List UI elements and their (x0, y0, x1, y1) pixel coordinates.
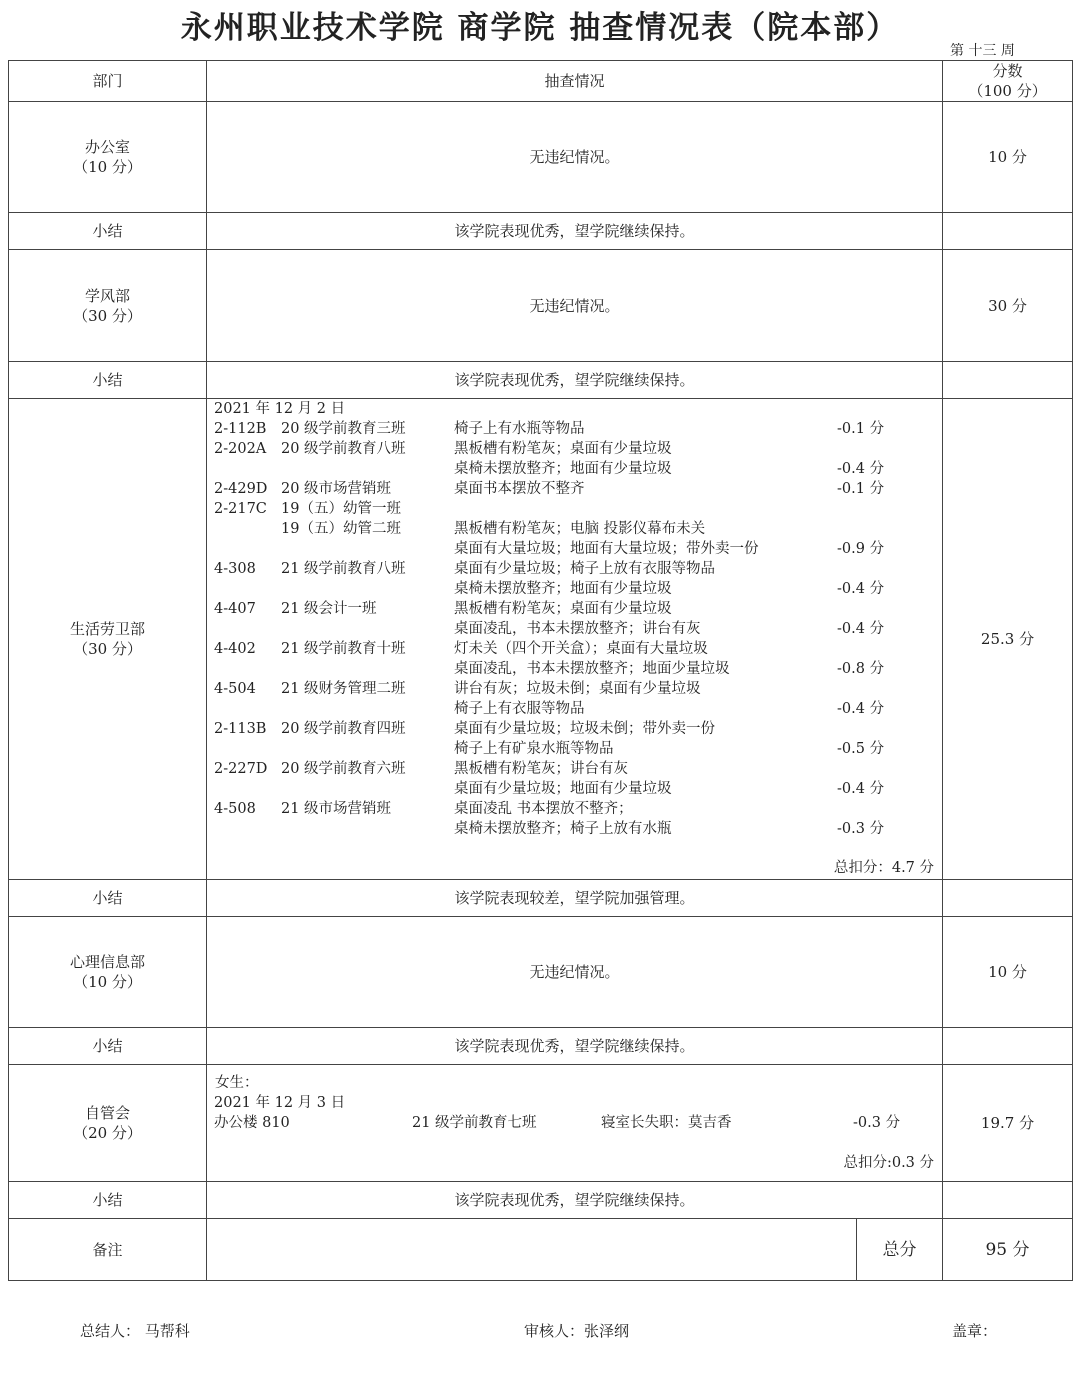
deduction: -0.3 分 (853, 1115, 901, 1131)
dept-xinli: 心理信息部 （10 分） (9, 917, 207, 1028)
total-value: 95 分 (943, 1219, 1073, 1281)
issue: 桌面凌乱，书本未摆放整齐；地面少量垃圾 (454, 661, 730, 677)
shenghuo-detail (207, 399, 943, 880)
class: 19（五）幼管一班 (281, 501, 401, 517)
room: 2-112B (214, 421, 267, 437)
remarks-content (207, 1219, 857, 1281)
deduction: -0.3 分 (837, 821, 885, 837)
summary-text: 该学院表现优秀，望学院继续保持。 (207, 1028, 943, 1065)
dept-shenghuo: 生活劳卫部 （30 分） (9, 399, 207, 880)
issue: 椅子上有水瓶等物品 (454, 421, 585, 437)
deduction: -0.1 分 (837, 421, 885, 437)
summary-row (9, 1182, 1073, 1219)
issue: 寝室长失职：莫吉香 (601, 1115, 732, 1131)
summary-label: 小结 (9, 880, 207, 917)
room: 4-407 (214, 601, 256, 617)
class: 20 级市场营销班 (281, 481, 392, 497)
deduction: -0.4 分 (837, 621, 885, 637)
room: 2-227D (214, 761, 268, 777)
issue: 桌椅未摆放整齐；地面有少量垃圾 (454, 581, 672, 597)
row-xinli (9, 917, 1073, 1028)
total-deduction: 总扣分：4.7 分 (833, 860, 935, 876)
row-shenghuo (9, 399, 1073, 880)
class: 21 级财务管理二班 (281, 681, 406, 697)
issue: 桌面凌乱，书本未摆放整齐；讲台有灰 (454, 621, 701, 637)
remarks-label: 备注 (9, 1219, 207, 1281)
issue: 桌面有少量垃圾；垃圾未倒；带外卖一份 (454, 721, 715, 737)
inspection-date: 2021 年 12 月 2 日 (214, 401, 346, 417)
room: 4-308 (214, 561, 256, 577)
summary-text: 该学院表现优秀，望学院继续保持。 (207, 213, 943, 250)
issue: 桌椅未摆放整齐；地面有少量垃圾 (454, 461, 672, 477)
header-row (9, 61, 1073, 102)
issue: 黑板槽有粉笔灰；桌面有少量垃圾 (454, 601, 672, 617)
xuefeng-situation: 无违纪情况。 (207, 250, 943, 362)
summary-label: 小结 (9, 1182, 207, 1219)
issue: 椅子上有衣服等物品 (454, 701, 585, 717)
header-score: 分数 （100 分） (943, 61, 1073, 102)
issue: 讲台有灰；垃圾未倒；桌面有少量垃圾 (454, 681, 701, 697)
deduction: -0.9 分 (837, 541, 885, 557)
xinli-score: 10 分 (943, 917, 1073, 1028)
issue: 桌面凌乱 书本摆放不整齐； (454, 801, 633, 817)
class: 21 级学前教育八班 (281, 561, 406, 577)
class: 19（五）幼管二班 (281, 521, 401, 537)
deduction: -0.4 分 (837, 461, 885, 477)
row-ziguan (9, 1065, 1073, 1182)
issue: 桌面书本摆放不整齐 (454, 481, 585, 497)
deduction: -0.4 分 (837, 781, 885, 797)
deduction: -0.8 分 (837, 661, 885, 677)
ziguan-score: 19.7 分 (943, 1065, 1073, 1182)
class: 21 级会计一班 (281, 601, 377, 617)
issue: 桌面有少量垃圾；地面有少量垃圾 (454, 781, 672, 797)
shenghuo-score: 25.3 分 (943, 399, 1073, 880)
room: 4-402 (214, 641, 256, 657)
summary-label: 小结 (9, 362, 207, 399)
class: 20 级学前教育三班 (281, 421, 406, 437)
class: 20 级学前教育六班 (281, 761, 406, 777)
total-label: 总分 (857, 1219, 943, 1281)
row-remarks (9, 1219, 1073, 1281)
issue: 黑板槽有粉笔灰；桌面有少量垃圾 (454, 441, 672, 457)
deduction: -0.5 分 (837, 741, 885, 757)
room: 2-429D (214, 481, 268, 497)
header-dept: 部门 (9, 61, 207, 102)
room: 2-202A (214, 441, 267, 457)
summary-text: 该学院表现较差，望学院加强管理。 (207, 880, 943, 917)
summary-text: 该学院表现优秀，望学院继续保持。 (207, 1182, 943, 1219)
inspection-date: 2021 年 12 月 3 日 (214, 1095, 346, 1111)
week-label: 第 十三 周 (950, 43, 1015, 59)
summary-row (9, 362, 1073, 399)
summary-row (9, 880, 1073, 917)
office-situation: 无违纪情况。 (207, 102, 943, 213)
header-situation: 抽查情况 (207, 61, 943, 102)
deduction: -0.1 分 (837, 481, 885, 497)
room: 2-217C (214, 501, 267, 517)
class: 20 级学前教育四班 (281, 721, 406, 737)
room: 4-508 (214, 801, 256, 817)
office-score: 10 分 (943, 102, 1073, 213)
class: 21 级学前教育七班 (412, 1115, 537, 1131)
dept-ziguan: 自管会 （20 分） (9, 1065, 207, 1182)
class: 21 级市场营销班 (281, 801, 392, 817)
room: 办公楼 810 (214, 1115, 290, 1131)
summary-text: 该学院表现优秀，望学院继续保持。 (207, 362, 943, 399)
issue: 桌椅未摆放整齐；椅子上放有水瓶 (454, 821, 672, 837)
class: 20 级学前教育八班 (281, 441, 406, 457)
xuefeng-score: 30 分 (943, 250, 1073, 362)
deduction: -0.4 分 (837, 581, 885, 597)
seal: 盖章： (952, 1322, 998, 1340)
row-xuefeng (9, 250, 1073, 362)
issue: 桌面有少量垃圾；椅子上放有衣服等物品 (454, 561, 715, 577)
summary-row (9, 1028, 1073, 1065)
row-office (9, 102, 1073, 213)
page-title: 永州职业技术学院 商学院 抽查情况表（院本部） (180, 10, 900, 46)
issue: 黑板槽有粉笔灰；电脑 投影仪幕布未关 (454, 521, 706, 537)
xinli-situation: 无违纪情况。 (207, 917, 943, 1028)
issue: 灯未关（四个开关盒）；桌面有大量垃圾 (454, 641, 708, 657)
summary-label: 小结 (9, 1028, 207, 1065)
ziguan-detail (207, 1065, 943, 1182)
gender-label: 女生： (215, 1075, 259, 1091)
issue: 桌面有大量垃圾；地面有大量垃圾；带外卖一份 (454, 541, 759, 557)
issue: 黑板槽有粉笔灰；讲台有灰 (454, 761, 628, 777)
dept-xuefeng: 学风部 （30 分） (9, 250, 207, 362)
summarizer: 总结人： 马帮科 (80, 1322, 190, 1340)
summary-row (9, 213, 1073, 250)
reviewer: 审核人：张泽纲 (524, 1322, 630, 1340)
summary-label: 小结 (9, 213, 207, 250)
total-deduction: 总扣分:0.3 分 (843, 1155, 935, 1171)
room: 4-504 (214, 681, 256, 697)
class: 21 级学前教育十班 (281, 641, 406, 657)
inspection-table (8, 60, 1073, 1281)
deduction: -0.4 分 (837, 701, 885, 717)
issue: 椅子上有矿泉水瓶等物品 (454, 741, 614, 757)
dept-office: 办公室 （10 分） (9, 102, 207, 213)
room: 2-113B (214, 721, 267, 737)
